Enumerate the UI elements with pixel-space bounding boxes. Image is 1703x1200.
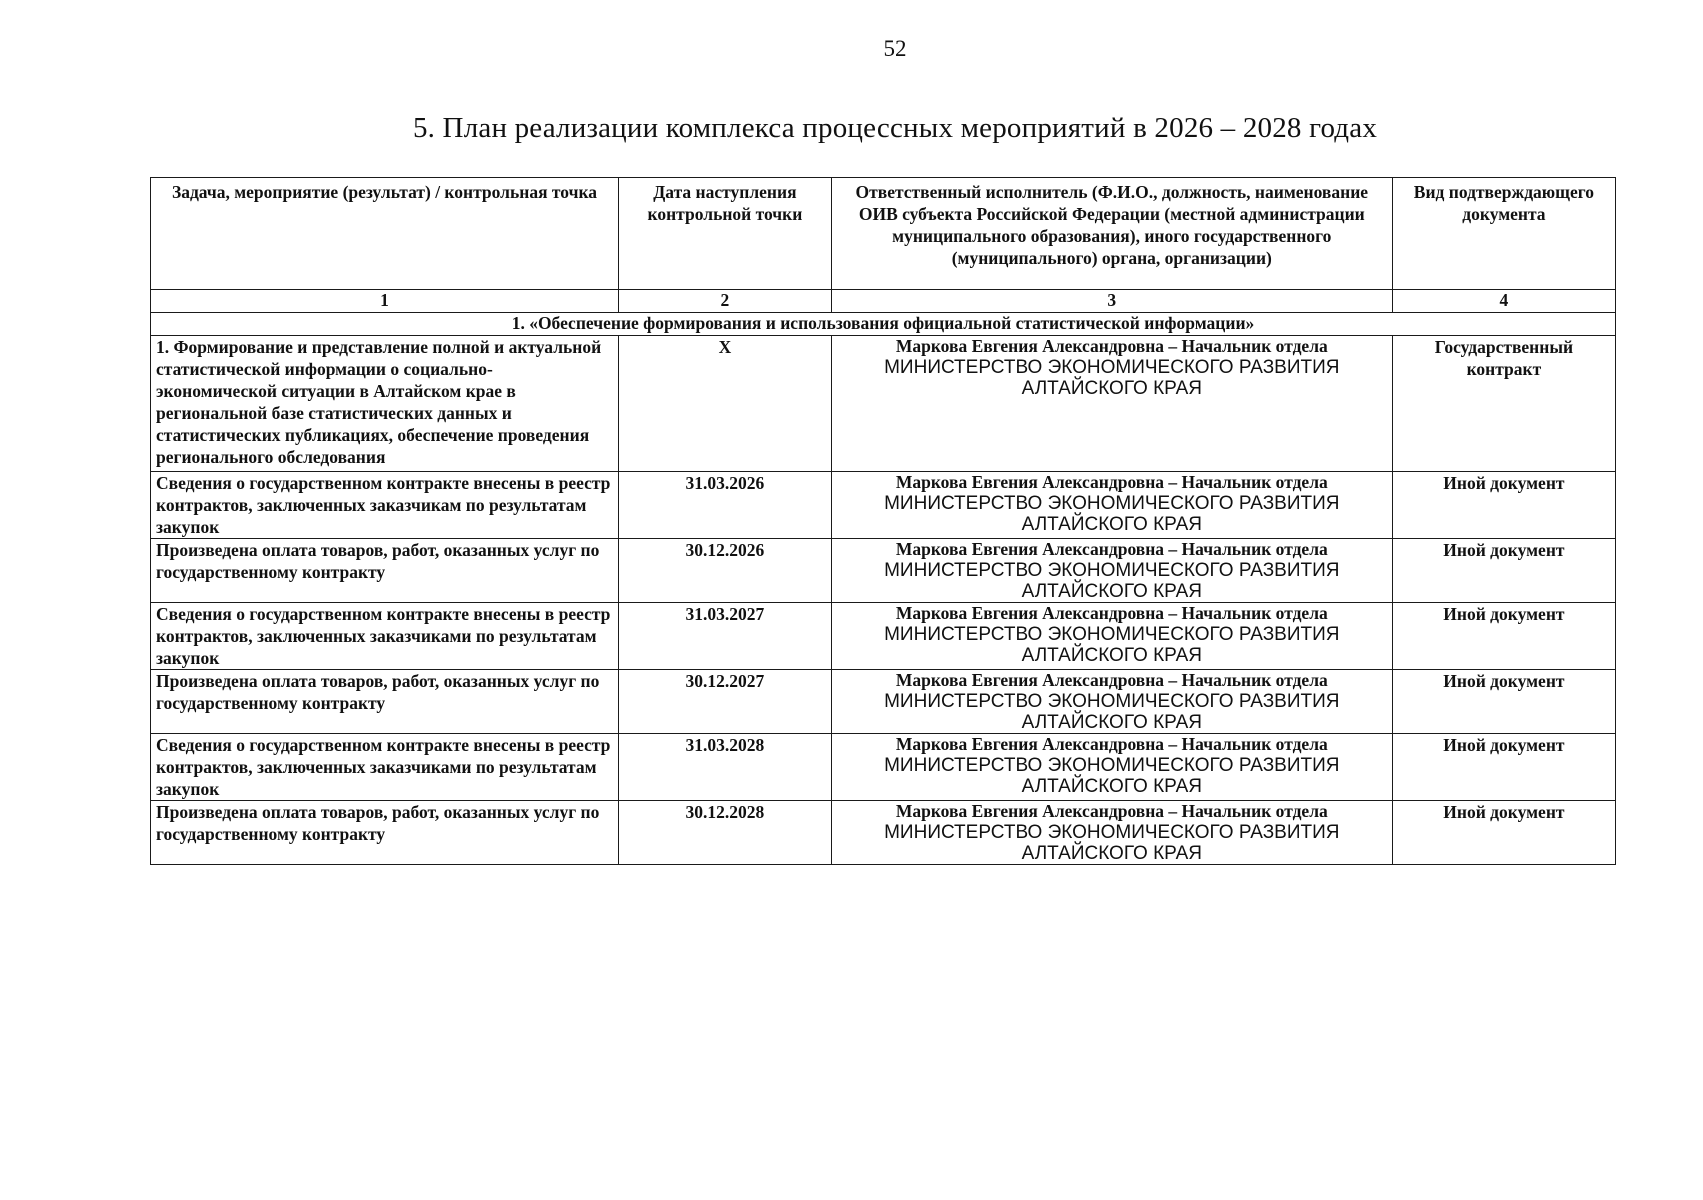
responsible-cell xyxy=(831,472,1392,539)
document-cell: Иной документ xyxy=(1392,801,1615,865)
header-task: Задача, мероприятие (результат) / контрольная точка xyxy=(151,178,619,290)
column-number: 4 xyxy=(1392,290,1615,313)
page-title: 5. План реализации комплекса процессных мероприятий в 2026 – 2028 годах xyxy=(412,112,1378,144)
task-cell: Сведения о государственном контракте внесены в реестр контрактов, заключенных заказчиками по результатам закупок xyxy=(151,734,619,801)
date-cell: 30.12.2027 xyxy=(619,670,832,734)
date-cell: X xyxy=(619,336,832,472)
document-cell: Иной документ xyxy=(1392,472,1615,539)
date-cell: 31.03.2027 xyxy=(619,603,832,670)
task-cell: Произведена оплата товаров, работ, оказанных услуг по государственному контракту xyxy=(151,801,619,865)
responsible-org: МИНИСТЕРСТВО ЭКОНОМИЧЕСКОГО РАЗВИТИЯ АЛТАЙСКОГО КРАЯ xyxy=(884,755,1340,797)
responsible-person: Маркова Евгения Александровна – Начальник отдела xyxy=(895,801,1328,821)
responsible-org: МИНИСТЕРСТВО ЭКОНОМИЧЕСКОГО РАЗВИТИЯ АЛТАЙСКОГО КРАЯ xyxy=(884,822,1340,864)
table-row xyxy=(151,336,1616,472)
responsible-org: МИНИСТЕРСТВО ЭКОНОМИЧЕСКОГО РАЗВИТИЯ АЛТАЙСКОГО КРАЯ xyxy=(884,624,1340,666)
date-cell: 31.03.2028 xyxy=(619,734,832,801)
responsible-cell xyxy=(831,670,1392,734)
task-cell: 1. Формирование и представление полной и актуальной статистической информации о социально-экономической ситуации в Алтайском крае в региональной базе статистических данных и статистических публикациях, обеспечение проведения регионального обследования xyxy=(151,336,619,472)
column-number-row xyxy=(151,290,1616,313)
table-row xyxy=(151,734,1616,801)
responsible-org: МИНИСТЕРСТВО ЭКОНОМИЧЕСКОГО РАЗВИТИЯ АЛТАЙСКОГО КРАЯ xyxy=(884,691,1340,733)
document-cell: Иной документ xyxy=(1392,670,1615,734)
table-row xyxy=(151,670,1616,734)
responsible-person: Маркова Евгения Александровна – Начальник отдела xyxy=(895,336,1328,356)
date-cell: 30.12.2028 xyxy=(619,801,832,865)
table-header-row xyxy=(151,178,1616,290)
responsible-cell xyxy=(831,603,1392,670)
section-row xyxy=(151,313,1616,336)
responsible-org: МИНИСТЕРСТВО ЭКОНОМИЧЕСКОГО РАЗВИТИЯ АЛТАЙСКОГО КРАЯ xyxy=(884,560,1340,602)
table-row xyxy=(151,472,1616,539)
responsible-person: Маркова Евгения Александровна – Начальник отдела xyxy=(895,734,1328,754)
task-cell: Произведена оплата товаров, работ, оказанных услуг по государственному контракту xyxy=(151,539,619,603)
document-cell: Иной документ xyxy=(1392,603,1615,670)
page-number: 52 xyxy=(883,36,907,61)
responsible-person: Маркова Евгения Александровна – Начальник отдела xyxy=(895,472,1328,492)
header-responsible: Ответственный исполнитель (Ф.И.О., должность, наименование ОИВ субъекта Российской Федерации (местной администрации муниципального образования), иного государственного (муниципального) органа, организации) xyxy=(831,178,1392,290)
document-cell: Государственный контракт xyxy=(1392,336,1615,472)
date-cell: 31.03.2026 xyxy=(619,472,832,539)
column-number: 2 xyxy=(619,290,832,313)
task-cell: Сведения о государственном контракте внесены в реестр контрактов, заключенных заказчикам по результатам закупок xyxy=(151,472,619,539)
header-document: Вид подтверждающего документа xyxy=(1392,178,1615,290)
responsible-cell xyxy=(831,734,1392,801)
responsible-org: МИНИСТЕРСТВО ЭКОНОМИЧЕСКОГО РАЗВИТИЯ АЛТАЙСКОГО КРАЯ xyxy=(884,357,1340,399)
responsible-cell xyxy=(831,336,1392,472)
responsible-person: Маркова Евгения Александровна – Начальник отдела xyxy=(895,539,1328,559)
table-row xyxy=(151,539,1616,603)
plan-table xyxy=(150,177,1616,865)
column-number: 3 xyxy=(831,290,1392,313)
responsible-person: Маркова Евгения Александровна – Начальник отдела xyxy=(895,670,1328,690)
task-cell: Произведена оплата товаров, работ, оказанных услуг по государственному контракту xyxy=(151,670,619,734)
responsible-org: МИНИСТЕРСТВО ЭКОНОМИЧЕСКОГО РАЗВИТИЯ АЛТАЙСКОГО КРАЯ xyxy=(884,493,1340,535)
section-title: 1. «Обеспечение формирования и использования официальной статистической информации» xyxy=(151,313,1616,336)
column-number: 1 xyxy=(151,290,619,313)
document-cell: Иной документ xyxy=(1392,734,1615,801)
date-cell: 30.12.2026 xyxy=(619,539,832,603)
document-cell: Иной документ xyxy=(1392,539,1615,603)
table-row xyxy=(151,801,1616,865)
table-row xyxy=(151,603,1616,670)
responsible-person: Маркова Евгения Александровна – Начальник отдела xyxy=(895,603,1328,623)
task-cell: Сведения о государственном контракте внесены в реестр контрактов, заключенных заказчиками по результатам закупок xyxy=(151,603,619,670)
responsible-cell xyxy=(831,539,1392,603)
header-date: Дата наступления контрольной точки xyxy=(619,178,832,290)
responsible-cell xyxy=(831,801,1392,865)
